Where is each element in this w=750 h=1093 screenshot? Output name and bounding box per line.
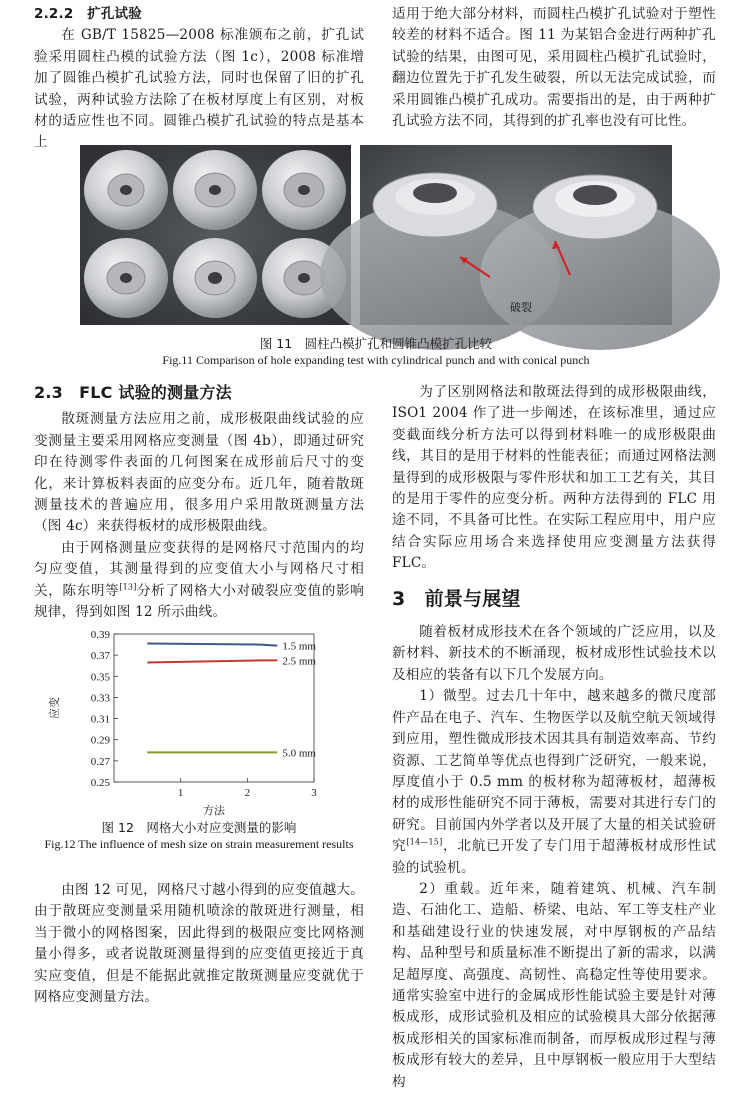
paragraph-iso-standard: 为了区别网格法和散斑法得到的成形极限曲线，ISO1 2004 作了进一步阐述，在该标准里，通过应变截面线分析方法可以得到材料唯一的成形极限曲线，其目的是用于材料的性能表征；而通过网格法测量得到的成形极限与零件形状和加工工艺有关，其目的是用于零件的应变分析。两种方法得到的 FLC 用途不同，不具备可比性。在实际工程应用中，用户应结合实际应用场合来选择使用应变测量方法获得 FLC。 <box>392 384 716 572</box>
paragraph-mesh-size-text-b: 分析了网格大小对破裂应变值的影响规律，得到如图 12 所示曲线。 <box>34 582 365 621</box>
paragraph-micro-text-b: ，北航已开发了专门用于超薄板材成形性试验的试验机。 <box>392 838 716 876</box>
citation-14-15: [14—15] <box>406 837 443 847</box>
paragraph-mesh-size-text-a: 由于网格测量应变获得的是网格尺寸范围内的均匀应变值，其测量得到的应变值大小与网格尺寸相关，陈东明等 <box>34 539 364 599</box>
section-heading-2-3: 2.3 FLC 试验的测量方法 <box>34 383 232 402</box>
figure11-caption-cn: 图 11 圆柱凸模扩孔和圆锥凸模扩孔比较 <box>259 336 493 351</box>
citation-13: [13] <box>119 582 137 592</box>
figure11-photo-conical <box>360 145 672 325</box>
figure12-caption-cn: 图 12 网格大小对应变测量的影响 <box>101 820 297 835</box>
series-label: 2.5 mm <box>282 655 316 668</box>
top-left-column <box>34 4 364 154</box>
paragraph-heavy-load: 2）重载。近年来，随着建筑、机械、汽车制造、石油化工、造船、桥梁、电站、军工等支柱产业和基础建设行业的快速发展，对中厚钢板的产品结构、品种型号和质量标准不断提出了新的需求，以满足超厚度、高强度、高韧性、高稳定性等使用要求。通常实验室中进行的金属成形性能试验主要是针对薄板成形，成形试验机及相应的试验模具大部分依据薄板成形相关的国家标准而制备，而厚板成形过程与薄板成形有较大的差异，且中厚钢板一般应用于大型结构 <box>392 880 716 1090</box>
paragraph-mesh-size <box>34 538 364 624</box>
y-tick-label: 0.33 <box>90 692 110 705</box>
y-tick-label: 0.29 <box>90 734 110 747</box>
paragraph-speckle-intro: 散斑测量方法应用之前，成形极限曲线试验的应变测量主要采用网格应变测量（图 4b），即通过研究印在待测零件表面的几何图案在成形前后尺寸的变化，来计算板料表面的应变分布。近几年，随着散斑测量技术的普遍应用，很多用户采用散斑测量方法（图 4c）来获得板材的成形极限曲线。 <box>34 411 364 535</box>
left-column <box>34 382 364 623</box>
paragraph-micro <box>392 686 716 879</box>
y-tick-label: 0.27 <box>90 755 110 768</box>
left-column-bottom <box>34 880 364 1008</box>
conical-punch-samples-image <box>360 145 672 325</box>
figure11-photo-cylindrical <box>80 145 351 325</box>
figure12-caption-en: Fig.12 The influence of mesh size on strain measurement results <box>44 837 354 851</box>
x-tick-label: 1 <box>177 787 184 799</box>
series-line-15mm <box>147 644 277 646</box>
paragraph-micro-text-a: 1）微型。过去几十年中，越来越多的微尺度部件产品在电子、汽车、生物医学以及航空航天领域得到应用，塑性微成形技术因其具有制造效率高、节约资源、工艺简单等优点也得到广泛研究，一般来说，厚度值小于 0.5 mm 的板材称为超薄板材，超薄板材的成形性能研究不同于薄板，需要对其进行专门的研究。目前国内外学者以及开展了大量的相关试验研究 <box>392 688 716 855</box>
section-heading-3: 3 前景与展望 <box>392 587 521 610</box>
right-column <box>392 382 716 1093</box>
paragraph-figure12-analysis: 由图 12 可见，网格尺寸越小得到的应变值越大。由于散斑应变测量采用随机喷涂的散斑进行测量，相当于微小的网格图案，因此得到的极限应变比网格测量小得多，或者说散斑测量得到的应变值更接近于真实应变值，但是不能据此就推定散斑测量应变就优于网格应变测量方法。 <box>34 882 364 1006</box>
y-tick-label: 0.39 <box>90 629 110 641</box>
y-tick-label: 0.25 <box>90 777 110 789</box>
series-label: 1.5 mm <box>282 640 316 653</box>
figure12-chart <box>44 626 354 816</box>
paragraph-hole-expanding-cont: 适用于绝大部分材料，而圆柱凸模扩孔试验对于塑性较差的材料不适合。图 11 为某铝合金进行两种扩孔试验的结果，由图可见，采用圆柱凸模扩孔试验时，翻边位置先于扩孔发生破裂，所以无法完成试验，而采用圆锥凸模扩孔成功。需要指出的是，由于两种扩孔试验方法不同，其得到的扩孔率也没有可比性。 <box>392 6 716 130</box>
mesh-size-strain-chart <box>44 626 354 816</box>
top-right-column <box>392 4 716 132</box>
y-tick-label: 0.37 <box>90 650 110 663</box>
series-label: 5.0 mm <box>282 747 316 760</box>
series-line-25mm <box>147 660 277 662</box>
crack-label: 破裂 <box>510 301 532 314</box>
paragraph-hole-expanding: 在 GB/T 15825—2008 标准颁布之前，扩孔试验采用圆柱凸模的试验方法（图 1c），2008 标准增加了圆锥凸模扩孔试验方法，同时也保留了旧的扩孔试验，两种试验方法除了在板材厚度上有区别，对板材的适应性也不同。圆锥凸模扩孔试验的特点是基本上 <box>34 27 364 151</box>
section-heading-2-2-2: 2.2.2 扩孔试验 <box>34 6 142 22</box>
y-axis-label: 应变 <box>48 697 61 719</box>
figure11-caption-en: Fig.11 Comparison of hole expanding test with cylindrical punch and with conical punch <box>162 353 590 367</box>
x-axis-label: 方法 <box>203 804 225 817</box>
x-tick-label: 2 <box>244 787 251 799</box>
y-tick-label: 0.31 <box>90 713 110 726</box>
x-tick-label: 3 <box>311 787 317 799</box>
paragraph-outlook-intro: 随着板材成形技术在各个领域的广泛应用，以及新材料、新技术的不断涌现，板材成形性试验技术以及相应的装备有以下几个发展方向。 <box>392 624 716 683</box>
y-tick-label: 0.35 <box>90 671 110 684</box>
cylindrical-punch-samples-image <box>80 145 351 325</box>
